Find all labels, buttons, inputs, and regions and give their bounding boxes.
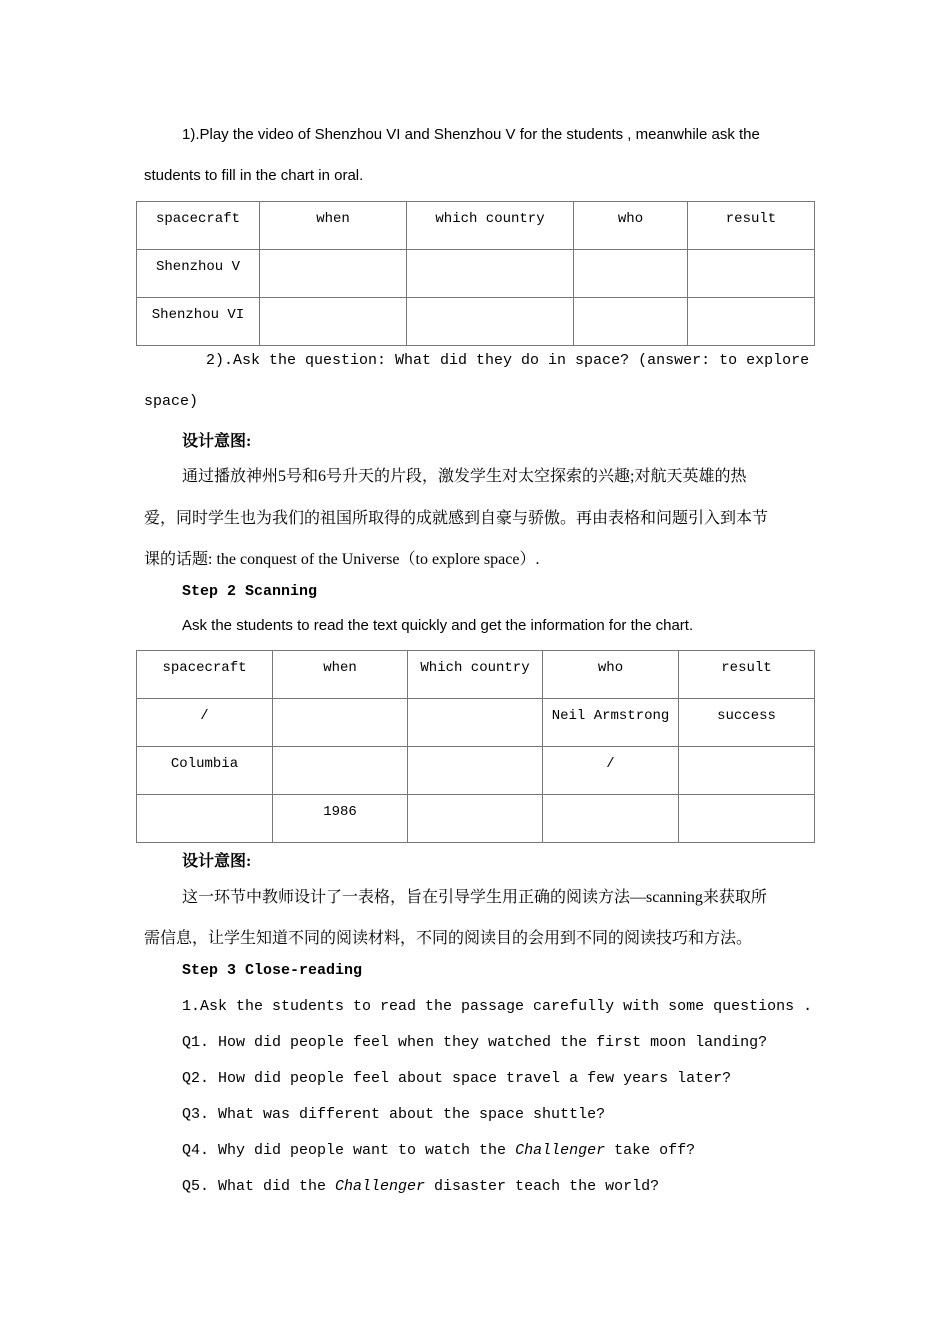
table-cell bbox=[273, 747, 408, 795]
table-cell bbox=[408, 699, 543, 747]
table-header-cell: spacecraft bbox=[137, 202, 260, 250]
table-row bbox=[137, 795, 815, 843]
question-q4-pre: Q4. Why did people want to watch the bbox=[182, 1142, 516, 1159]
table-header-cell: when bbox=[260, 202, 407, 250]
table-header-row bbox=[137, 651, 815, 699]
table-cell bbox=[574, 250, 688, 298]
table-header-cell: when bbox=[273, 651, 408, 699]
table-cell bbox=[543, 795, 679, 843]
table-cell: Shenzhou V bbox=[137, 250, 260, 298]
table-cell: Columbia bbox=[137, 747, 273, 795]
table-header-cell: result bbox=[679, 651, 815, 699]
intent1-line2: 爱，同时学生也为我们的祖国所取得的成就感到自豪与骄傲。再由表格和问题引入到本节 bbox=[144, 510, 769, 527]
step1-item1-line2: students to fill in the chart in oral. bbox=[144, 167, 364, 184]
step3-heading: Step 3 Close-reading bbox=[182, 962, 363, 979]
question-q2: Q2. How did people feel about space travel a few years later? bbox=[182, 1070, 732, 1087]
table-cell bbox=[260, 250, 407, 298]
table-cell: 1986 bbox=[273, 795, 408, 843]
table-cell bbox=[273, 699, 408, 747]
intent2-heading: 设计意图: bbox=[182, 853, 252, 870]
table-cell bbox=[679, 795, 815, 843]
table-cell bbox=[407, 298, 574, 346]
intent1-line3: 课的话题: the conquest of the Universe（to explore space）. bbox=[144, 551, 540, 568]
table-cell: / bbox=[543, 747, 679, 795]
table-cell bbox=[260, 298, 407, 346]
table-header-cell: Which country bbox=[408, 651, 543, 699]
table-cell: success bbox=[679, 699, 815, 747]
intent1-line1: 通过播放神州5号和6号升天的片段，激发学生对太空探索的兴趣;对航天英雄的热 bbox=[182, 468, 747, 485]
table-cell bbox=[688, 298, 815, 346]
table-row bbox=[137, 250, 815, 298]
table-header-cell: result bbox=[688, 202, 815, 250]
question-q5 bbox=[182, 1178, 659, 1195]
intent2-line1: 这一环节中教师设计了一表格，旨在引导学生用正确的阅读方法—scanning来获取所 bbox=[182, 889, 767, 906]
table-cell bbox=[679, 747, 815, 795]
table-cell bbox=[137, 795, 273, 843]
question-q4 bbox=[182, 1142, 695, 1159]
table-cell bbox=[688, 250, 815, 298]
table-step1 bbox=[136, 201, 815, 346]
question-q5-pre: Q5. What did the bbox=[182, 1178, 336, 1195]
step1-item2-line1: 2).Ask the question: What did they do in space? (answer: to explore bbox=[206, 352, 810, 369]
table-row bbox=[137, 298, 815, 346]
intent2-line2: 需信息，让学生知道不同的阅读材料，不同的阅读目的会用到不同的阅读技巧和方法。 bbox=[144, 930, 753, 947]
table-header-row bbox=[137, 202, 815, 250]
table-row bbox=[137, 699, 815, 747]
question-q5-emphasis: Challenger bbox=[335, 1178, 426, 1195]
step2-instruction: Ask the students to read the text quickly and get the information for the chart. bbox=[182, 617, 694, 634]
table-cell: Neil Armstrong bbox=[543, 699, 679, 747]
question-q1: Q1. How did people feel when they watched the first moon landing? bbox=[182, 1034, 768, 1051]
table-cell: Shenzhou VI bbox=[137, 298, 260, 346]
question-q5-post: disaster teach the world? bbox=[425, 1178, 660, 1195]
table-cell: / bbox=[137, 699, 273, 747]
table-cell bbox=[574, 298, 688, 346]
step3-intro: 1.Ask the students to read the passage carefully with some questions . bbox=[182, 998, 813, 1015]
question-q4-emphasis: Challenger bbox=[515, 1142, 606, 1159]
table-cell bbox=[407, 250, 574, 298]
table-header-cell: which country bbox=[407, 202, 574, 250]
table-cell bbox=[408, 795, 543, 843]
table-row bbox=[137, 747, 815, 795]
table-header-cell: spacecraft bbox=[137, 651, 273, 699]
table-header-cell: who bbox=[543, 651, 679, 699]
intent1-heading: 设计意图: bbox=[182, 433, 252, 450]
question-q4-post: take off? bbox=[605, 1142, 696, 1159]
table-header-cell: who bbox=[574, 202, 688, 250]
step1-item1-line1: 1).Play the video of Shenzhou VI and Shenzhou V for the students , meanwhile ask the bbox=[182, 126, 760, 143]
table-cell bbox=[408, 747, 543, 795]
step2-heading: Step 2 Scanning bbox=[182, 583, 318, 600]
question-q3: Q3. What was different about the space shuttle? bbox=[182, 1106, 606, 1123]
step1-item2-line2: space) bbox=[144, 393, 199, 410]
table-step2 bbox=[136, 650, 815, 843]
